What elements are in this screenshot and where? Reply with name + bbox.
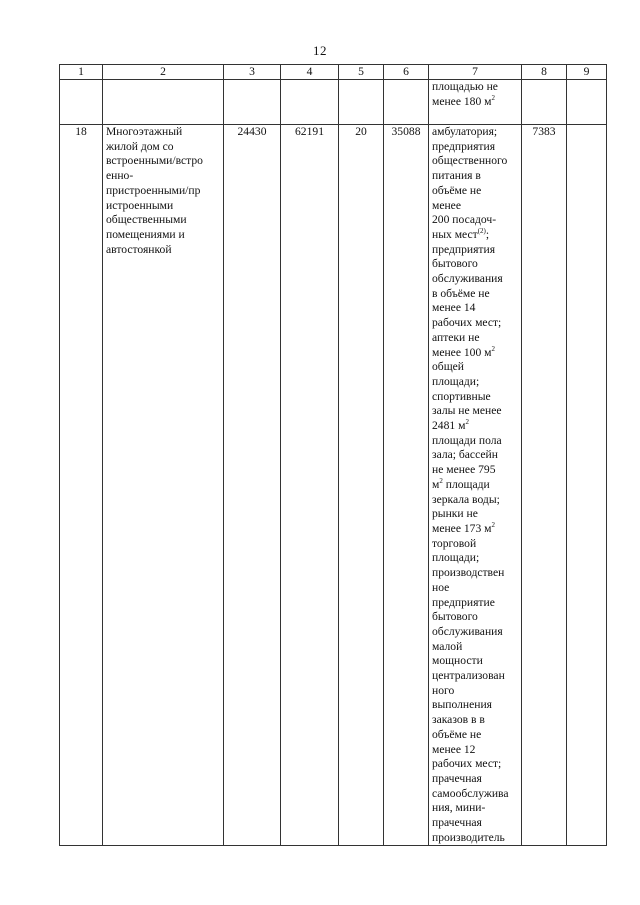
table-cell: [60, 80, 103, 125]
cell-line-with-sup: [432, 478, 518, 493]
cell-text: площади: [442, 477, 490, 491]
cell-line: бытового: [432, 257, 478, 271]
cell-line-with-sup: [432, 419, 518, 434]
value-cell-4: 62191: [281, 125, 339, 846]
column-header: 6: [384, 65, 429, 80]
page-number: 12: [313, 43, 327, 58]
cell-line: амбулатория;: [432, 125, 498, 138]
value-cell-8: 7383: [522, 125, 567, 846]
cell-line: площади;: [432, 374, 480, 388]
value-cell-6: 35088: [384, 125, 429, 846]
data-table: [59, 64, 607, 846]
cell-line: рабочих мест;: [432, 757, 502, 771]
column-header: 8: [522, 65, 567, 80]
cell-line: ного: [432, 683, 455, 697]
cell-line: автостоянкой: [106, 242, 172, 256]
table-row-18: [60, 125, 607, 846]
column-header: 2: [103, 65, 224, 80]
table-cell: [522, 80, 567, 125]
column-header: 9: [567, 65, 607, 80]
cell-line: обслуживания: [432, 272, 503, 286]
cell-line: бытового: [432, 610, 478, 624]
table-cell: [384, 80, 429, 125]
column-header: 3: [224, 65, 281, 80]
cell-line: производитель: [432, 830, 505, 844]
cell-line: менее 12: [432, 742, 476, 756]
cell-line: енно-: [106, 169, 134, 183]
superscript: (2): [477, 227, 486, 236]
cell-line: залы не менее: [432, 404, 502, 418]
cell-line: производствен: [432, 566, 505, 580]
cell-line: общей: [432, 360, 464, 374]
cell-line-with-sup: [432, 228, 518, 243]
table-cell-purpose: [429, 125, 522, 846]
cell-line: в объёме не: [432, 286, 490, 300]
value-cell-9: [567, 125, 607, 846]
table-cell: [567, 80, 607, 125]
header-row: [60, 65, 607, 80]
table-row-continuation: [60, 80, 607, 125]
column-header: 7: [429, 65, 522, 80]
cell-text: ;: [485, 227, 490, 241]
cell-line: встроенными/встро: [106, 154, 203, 168]
cell-line: 200 посадоч-: [432, 213, 497, 227]
superscript: 2: [465, 418, 469, 427]
cell-text: м: [432, 477, 440, 491]
cell-line: менее: [432, 198, 461, 212]
cell-line: рынки не: [432, 507, 478, 521]
value-cell-3: 24430: [224, 125, 281, 846]
cell-line: площади;: [432, 551, 480, 565]
cell-line: Многоэтажный: [106, 125, 183, 138]
cell-line: предприятия: [432, 139, 496, 153]
cell-line: объёме не: [432, 727, 482, 741]
cell-line: самообслужива: [432, 786, 509, 800]
cell-line: жилой дом со: [106, 139, 174, 153]
column-header: 5: [339, 65, 384, 80]
cell-text: ных мест: [432, 227, 478, 241]
cell-line: выполнения: [432, 698, 492, 712]
row-number: 18: [60, 125, 103, 846]
cell-line: прачечная: [432, 816, 482, 830]
cell-line: не менее 795: [432, 463, 496, 477]
table-cell: [281, 80, 339, 125]
cell-line: пристроенными/пр: [106, 183, 201, 197]
cell-text: менее 180 м: [432, 94, 492, 108]
superscript: 2: [439, 477, 443, 486]
cell-line-with-sup: [432, 95, 518, 110]
cell-line: спортивные: [432, 389, 491, 403]
cell-line: рабочих мест;: [432, 316, 502, 330]
cell-line: зала; бассейн: [432, 448, 498, 462]
object-name-cell: [103, 125, 224, 846]
cell-text: 2481 м: [432, 419, 466, 433]
cell-line: менее 14: [432, 301, 476, 315]
cell-line: аптеки не: [432, 330, 480, 344]
table-cell: [339, 80, 384, 125]
cell-text: менее 173 м: [432, 521, 492, 535]
cell-line: прачечная: [432, 771, 482, 785]
superscript: 2: [491, 344, 496, 353]
superscript: 2: [491, 93, 496, 102]
table-cell: [224, 80, 281, 125]
cell-line: торговой: [432, 536, 477, 550]
table-cell-purpose: [429, 80, 522, 125]
cell-line: помещениями и: [106, 227, 185, 241]
cell-line: зеркала воды;: [432, 492, 500, 506]
cell-line: мощности: [432, 654, 483, 668]
column-header: 4: [281, 65, 339, 80]
table-cell: [103, 80, 224, 125]
cell-line: питания в: [432, 169, 481, 183]
cell-line: предприятие: [432, 595, 495, 609]
cell-line-with-sup: [432, 522, 518, 537]
cell-text: менее 100 м: [432, 345, 492, 359]
cell-line-with-sup: [432, 346, 518, 361]
superscript: 2: [491, 521, 496, 530]
cell-line: обслуживания: [432, 624, 503, 638]
cell-line: общественными: [106, 213, 187, 227]
cell-line: ния, мини-: [432, 801, 486, 815]
cell-line: объёме не: [432, 183, 482, 197]
cell-line: малой: [432, 639, 463, 653]
column-header: 1: [60, 65, 103, 80]
cell-line: централизован: [432, 669, 505, 683]
cell-line: заказов в в: [432, 713, 485, 727]
cell-line: предприятия: [432, 242, 496, 256]
cell-line: истроенными: [106, 198, 174, 212]
cell-line: площадью не: [432, 80, 498, 93]
cell-line: ное: [432, 580, 450, 594]
value-cell-5: 20: [339, 125, 384, 846]
cell-line: площади пола: [432, 433, 502, 447]
cell-line: общественного: [432, 154, 508, 168]
